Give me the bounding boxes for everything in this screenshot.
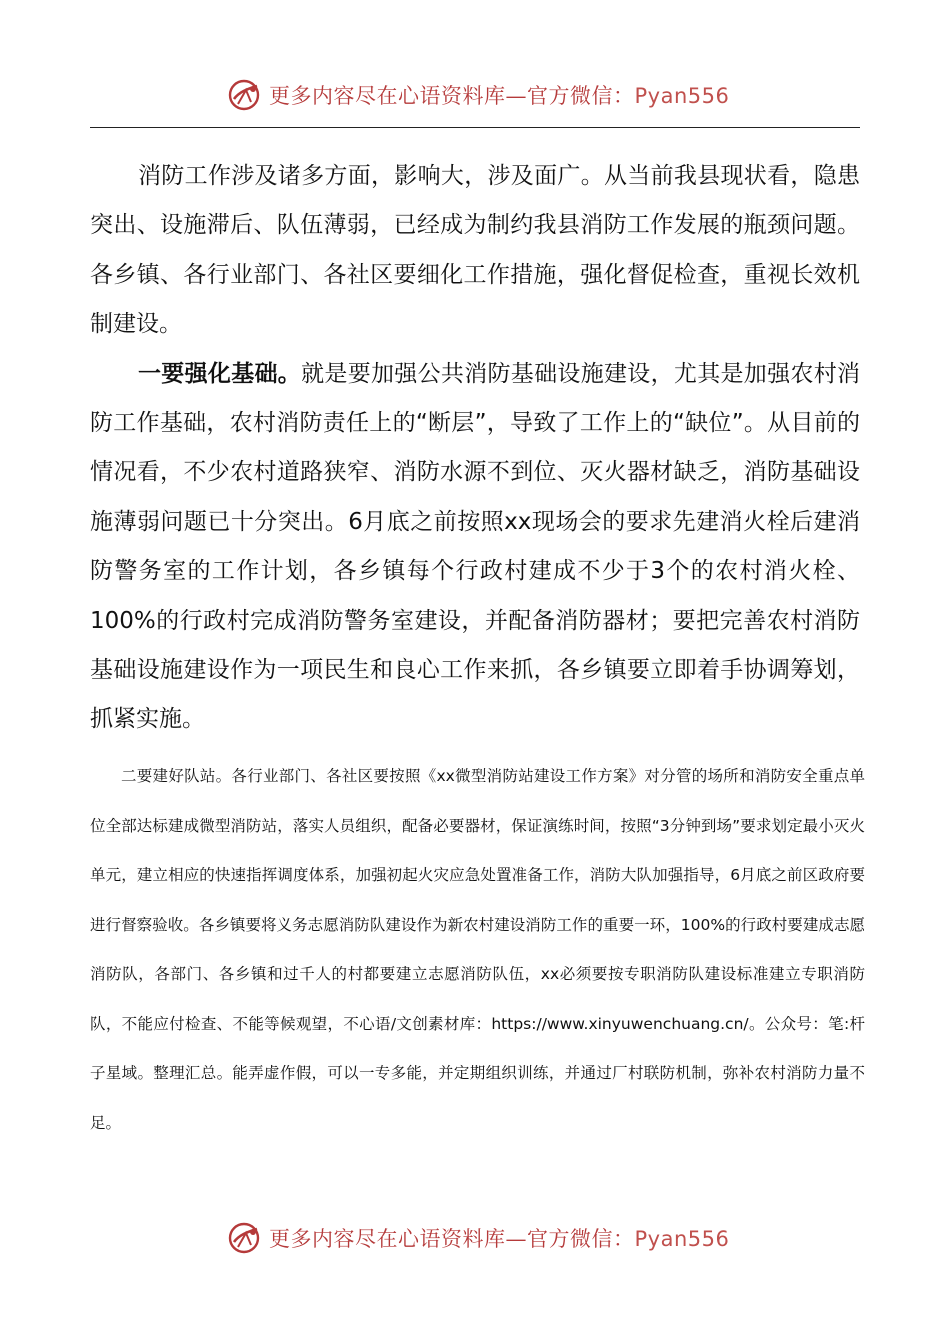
- paragraph-body-1: 就是要加强公共消防基础设施建设，尤其是加强农村消防工作基础，农村消防责任上的“断层”，导致了工作上的“缺位”。从目前的情况看，不少农村道路狭窄、消防水源不到位、灭火器材缺乏，消防基础设施薄弱问题已十分突出。6月底之前按照xx现场会的要求先建消火栓后建消防警务室的工作计划，各乡镇每个行政村建成不少于3个的农村消火栓、100%的行政村完成消防警务室建设，并配备消防器材；要把完善农村消防基础设施建设作为一项民生和良心工作来抓，各乡镇要立即着手协调筹划，抓紧实施。: [90, 360, 861, 733]
- banner-text: 更多内容尽在心语资料库—官方微信：Pyan556: [269, 84, 730, 108]
- wechat-id: Pyan556: [634, 1227, 730, 1251]
- paragraph-build-teams: 二要建好队站。各行业部门、各社区要按照《xx微型消防站建设工作方案》对分管的场所和消防安全重点单位全部达标建成微型消防站，落实人员组织，配备必要器材，保证演练时间，按照“3分钟到场”要求划定最小灭火单元，建立相应的快速指挥调度体系，加强初起火灾应急处置准备工作，消防大队加强指导，6月底之前区政府要进行督察验收。各乡镇要将义务志愿消防队建设作为新农村建设消防工作的重要一环，100%的行政村要建成志愿消防队，各部门、各乡镇和过千人的村都要建立志愿消防队伍，xx必须要按专职消防队建设标准建立专职消防队，不能应付检查、不能等候观望，不心语/文创素材库：https://www.xinyuwenchuang.cn/。公众号：笔:杆子星域。整理汇总。能弄虚作假，可以一专多能，并定期组织训练，并通过厂村联防机制，弥补农村消防力量不足。: [90, 767, 865, 1132]
- section-heading-1: 一要强化基础。: [138, 360, 302, 387]
- book-logo-icon: [227, 1220, 263, 1256]
- main-text-small: [90, 752, 865, 1148]
- book-logo-icon: [227, 77, 263, 113]
- header-banner: [0, 70, 950, 120]
- wechat-id: Pyan556: [634, 84, 730, 108]
- footer-banner: [0, 1213, 950, 1263]
- paragraph-strengthen-foundation: [90, 350, 860, 745]
- paragraph-intro: 消防工作涉及诸多方面，影响大，涉及面广。从当前我县现状看，隐患突出、设施滞后、队伍薄弱，已经成为制约我县消防工作发展的瓶颈问题。各乡镇、各行业部门、各社区要细化工作措施，强化督促检查，重视长效机制建设。: [90, 163, 860, 338]
- main-text-large: [90, 152, 860, 745]
- banner-text: 更多内容尽在心语资料库—官方微信：Pyan556: [269, 1227, 730, 1251]
- header-divider: [90, 127, 860, 128]
